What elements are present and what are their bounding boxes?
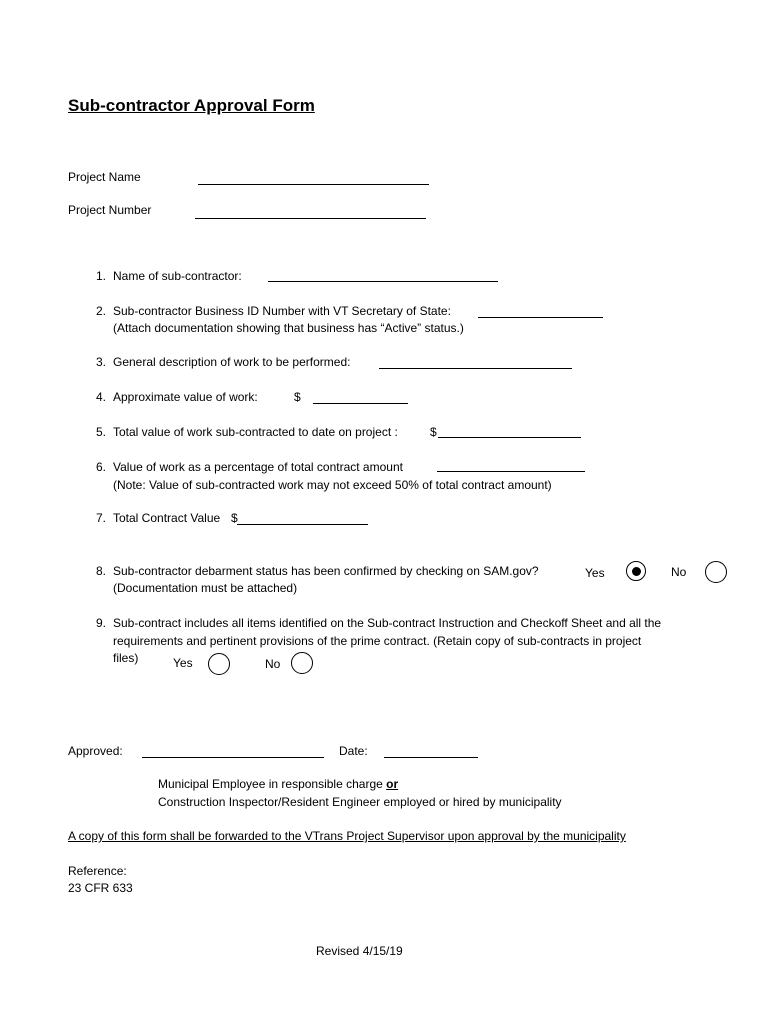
item-8-label: Sub-contractor debarment status has been confirmed by checking on SAM.gov?: [113, 564, 539, 578]
form-title: Sub-contractor Approval Form: [68, 96, 315, 115]
item-9-number: 9.: [95, 616, 106, 630]
item-9-line1: Sub-contract includes all items identified on the Sub-contract Instruction and Checkoff Sheet and all the: [113, 616, 662, 630]
item-6-number: 6.: [95, 460, 106, 474]
role-line-1: [158, 777, 398, 791]
item-4-label: Approximate value of work:: [113, 390, 258, 404]
item-2-number: 2.: [95, 304, 106, 318]
item-5-number: 5.: [95, 425, 106, 439]
approved-label: Approved:: [68, 744, 123, 758]
item-1-number: 1.: [95, 269, 106, 283]
item-7-number: 7.: [95, 511, 106, 525]
project-number-field[interactable]: [195, 218, 426, 219]
item-9-no-radio[interactable]: [291, 652, 313, 674]
project-name-label: Project Name: [68, 170, 141, 184]
item-1-label: Name of sub-contractor:: [113, 269, 242, 283]
project-name-field[interactable]: [198, 184, 429, 185]
work-description-field[interactable]: [379, 368, 572, 369]
date-label: Date:: [339, 744, 368, 758]
revised-date: Revised 4/15/19: [316, 944, 403, 958]
item-8-no-radio[interactable]: [705, 561, 727, 583]
radio-selected-dot: [632, 567, 641, 576]
role-or-text: or: [386, 777, 399, 791]
item-5-currency: $: [430, 425, 437, 439]
item-9-no-label: No: [265, 657, 281, 671]
item-4-number: 4.: [95, 390, 106, 404]
item-8-note: (Documentation must be attached): [113, 581, 298, 595]
item-9-yes-label: Yes: [173, 656, 193, 670]
approved-signature-field[interactable]: [142, 757, 324, 758]
business-id-field[interactable]: [478, 317, 603, 318]
total-contract-value-field[interactable]: [237, 524, 368, 525]
item-7-label: Total Contract Value: [113, 511, 221, 525]
approval-date-field[interactable]: [384, 757, 478, 758]
item-9-line3: files): [113, 651, 139, 665]
item-8-number: 8.: [95, 564, 106, 578]
project-number-label: Project Number: [68, 203, 152, 217]
role-line-1-text: Municipal Employee in responsible charge: [158, 777, 387, 791]
item-9-yes-radio[interactable]: [208, 653, 230, 675]
item-8-yes-radio[interactable]: [626, 561, 646, 581]
item-2-label: Sub-contractor Business ID Number with VT Secretary of State:: [113, 304, 451, 318]
item-4-currency: $: [294, 390, 301, 404]
item-6-note: (Note: Value of sub-contracted work may not exceed 50% of total contract amount): [113, 478, 552, 492]
item-3-number: 3.: [95, 355, 106, 369]
percentage-field[interactable]: [437, 471, 585, 472]
item-2-note: (Attach documentation showing that business has “Active” status.): [113, 321, 464, 335]
forward-note: A copy of this form shall be forwarded to the VTrans Project Supervisor upon approval by the municipality: [68, 829, 626, 843]
subcontractor-name-field[interactable]: [268, 281, 498, 282]
item-7-currency: $: [231, 511, 238, 525]
reference-label: Reference:: [68, 864, 127, 878]
item-8-no-label: No: [671, 565, 687, 579]
item-9-line2: requirements and pertinent provisions of the prime contract. (Retain copy of sub-contracts in project: [113, 634, 642, 648]
approx-value-field[interactable]: [313, 403, 408, 404]
item-5-label: Total value of work sub-contracted to date on project :: [113, 425, 398, 439]
item-6-label: Value of work as a percentage of total contract amount: [113, 460, 403, 474]
total-subcontracted-field[interactable]: [438, 437, 581, 438]
role-line-2: Construction Inspector/Resident Engineer employed or hired by municipality: [158, 795, 562, 809]
reference-value: 23 CFR 633: [68, 881, 133, 895]
item-8-yes-label: Yes: [585, 566, 605, 580]
item-3-label: General description of work to be performed:: [113, 355, 351, 369]
